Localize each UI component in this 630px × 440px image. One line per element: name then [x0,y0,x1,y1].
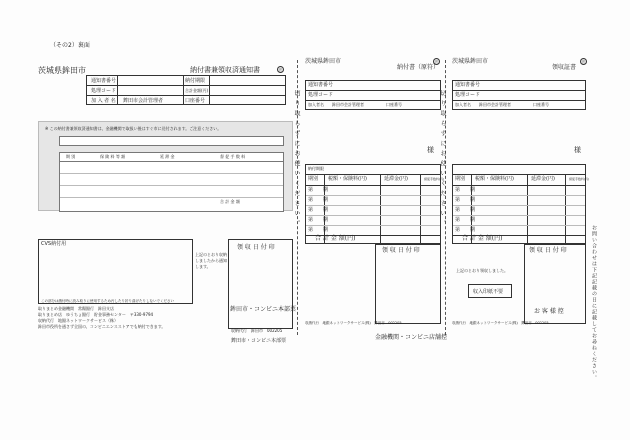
receipt-table [452,164,590,244]
account-label: 口座番号 [185,98,206,104]
total-label-3: 合 計 金 額(円) [462,235,503,242]
section3-bottom: 収納代行 地銀ネットワークサービス(株) 鉾田市 002205 [452,321,549,325]
footer-line-4: 鉾田市役所を通さず全国の、コンビニエンスストアでも納付できます。 [38,324,166,329]
period-row-3-2: 第 期 [455,197,476,203]
notice-no-label: 通知書番号 [91,78,117,84]
col-period-2: 期別 [308,176,319,182]
payer-label: 加 入 者 名 [91,98,116,104]
total-header: 合 計 金 額 [220,199,240,204]
col-period-3: 期別 [455,176,466,182]
receipt-date-label: 領 収 日 付 印 [237,244,275,251]
stamp-note-box [468,284,512,298]
honorific-2: 様 [427,146,434,154]
col-fee-3: 督促手数料(円) [569,177,590,181]
footer-line-1: 取りまとめ金融機関 常陽銀行 鉾田支店 [38,306,114,311]
process-code-label-3: 処理コード [455,92,481,98]
receipt-title: 領収証書 [552,64,577,71]
deadline-label-2: 納付期限 [308,166,324,171]
received-note: 上記のとおり収納しましたから通知します。 [195,252,227,269]
payer-value-3: 鉾田市会計管理者 [479,102,511,107]
city-name: 茨城県鉾田市 [38,66,86,75]
slip-title: 納付書兼領収済通知書 [190,66,260,74]
payer-label-3: 加入者名 [455,102,471,107]
period-row-2: 第 期 [308,197,329,203]
period-row-1: 第 期 [308,187,329,193]
section1-bottom: 収納代行 鉾田市 002205 [231,328,283,333]
vertical-notice-1: 切り取らずにお使いください。 [293,90,300,230]
customer-copy: お 客 様 控 [534,308,564,315]
col-period: 期 別 [66,154,76,159]
col-late: 延 滞 金 [160,154,175,159]
col-tax-2: 税額・保険料(円) [328,176,367,182]
cvs-label: CVS納付用 [41,241,67,247]
process-code-label-2: 処理コード [308,92,334,98]
period-row-5: 第 期 [308,227,329,233]
period-row-4: 第 期 [308,217,329,223]
process-code-label: 処理コード [91,88,117,94]
stamp-note: 収入印紙不要 [473,289,504,295]
footer-line-2: 取りまとめ店 ゆうちょ銀行 貯金事務センター 〒330-9794 [38,312,154,317]
payer-value: 鉾田市会計管理者 [123,98,164,104]
receipt-stamp-2 [375,244,441,324]
total-label-2: 合 計 金 額(円) [315,235,356,242]
stamp-area-label: 鉾田市・コンビニ本部票 [231,338,287,344]
vertical-notice-2: 切り取らずにお使いください。 [439,90,446,230]
cvs-note: この部分は納付時に読み取りに使用するため汚したり折り曲げたりしないでください [41,299,174,303]
amount-table [59,152,284,212]
city-name-2: 茨城県鉾田市 [305,58,342,65]
bank-area: 金融機関・コンビニ店舗控 [375,334,448,341]
col-tax-3: 税額・保険料(円) [475,176,514,182]
deadline-label: 納付期限 [185,78,206,84]
col-late-3: 延滞金(円) [531,176,555,182]
account-label-2: 口座番号 [386,102,402,107]
notice-no-label-2: 通知書番号 [308,82,334,88]
period-row-3-4: 第 期 [455,217,476,223]
shaded-area [38,121,293,211]
city-name-3: 茨城県鉾田市 [452,58,489,65]
col-late-2: 延滞金(円) [384,176,408,182]
period-row-3: 第 期 [308,207,329,213]
receipt-date-2: 領 収 日 付 印 [382,247,420,254]
section2-bottom: 収納代行 地銀ネットワークサービス(株) 鉾田市 002205 [305,321,402,325]
side-note: お問い合わせは下記記載の日に記載してお尋ねください。 [591,225,597,381]
receipt-date-3: 領 収 日 付 印 [529,247,567,254]
cvs-area [38,239,193,304]
stamp-area: 鉾田市・コンビニ本部票 [230,306,297,313]
counterfoil-table [305,164,445,244]
col-premium: 保 険 料 等 額 [100,154,126,159]
period-row-3-5: 第 期 [455,227,476,233]
notice-line: ※ この納付書兼領収済通知書は、金融機関で取扱い後はすぐ市に送付されます。ご注意ください。 [45,126,222,131]
col-fee-2: 督促手数料(円) [424,177,445,181]
counterfoil-title: 納付書（原符） [397,64,440,71]
seal-mark-2: ㊞ [434,59,439,64]
honorific-3: 様 [574,146,581,154]
notice-no-label-3: 通知書番号 [455,82,481,88]
col-fee: 督 促 手 数 料 [220,154,246,159]
received-note-3: 上記のとおり領収しました。 [456,268,508,273]
section-receipt [452,58,590,338]
period-row-3-1: 第 期 [455,187,476,193]
seal-mark-3: ㊞ [581,59,586,64]
seal-mark: ㊞ [278,67,283,72]
footer-line-3: 収納代行 地銀ネットワークサービス（株） [38,318,118,323]
payer-value-2: 鉾田市会計管理者 [332,102,364,107]
info-grid [86,75,286,105]
period-row-3-3: 第 期 [455,207,476,213]
payer-label-2: 加入者名 [308,102,324,107]
total-label: 合計金額(円) [185,88,209,93]
account-label-3: 口座番号 [533,102,549,107]
back-label: （その2）裏面 [50,42,90,49]
